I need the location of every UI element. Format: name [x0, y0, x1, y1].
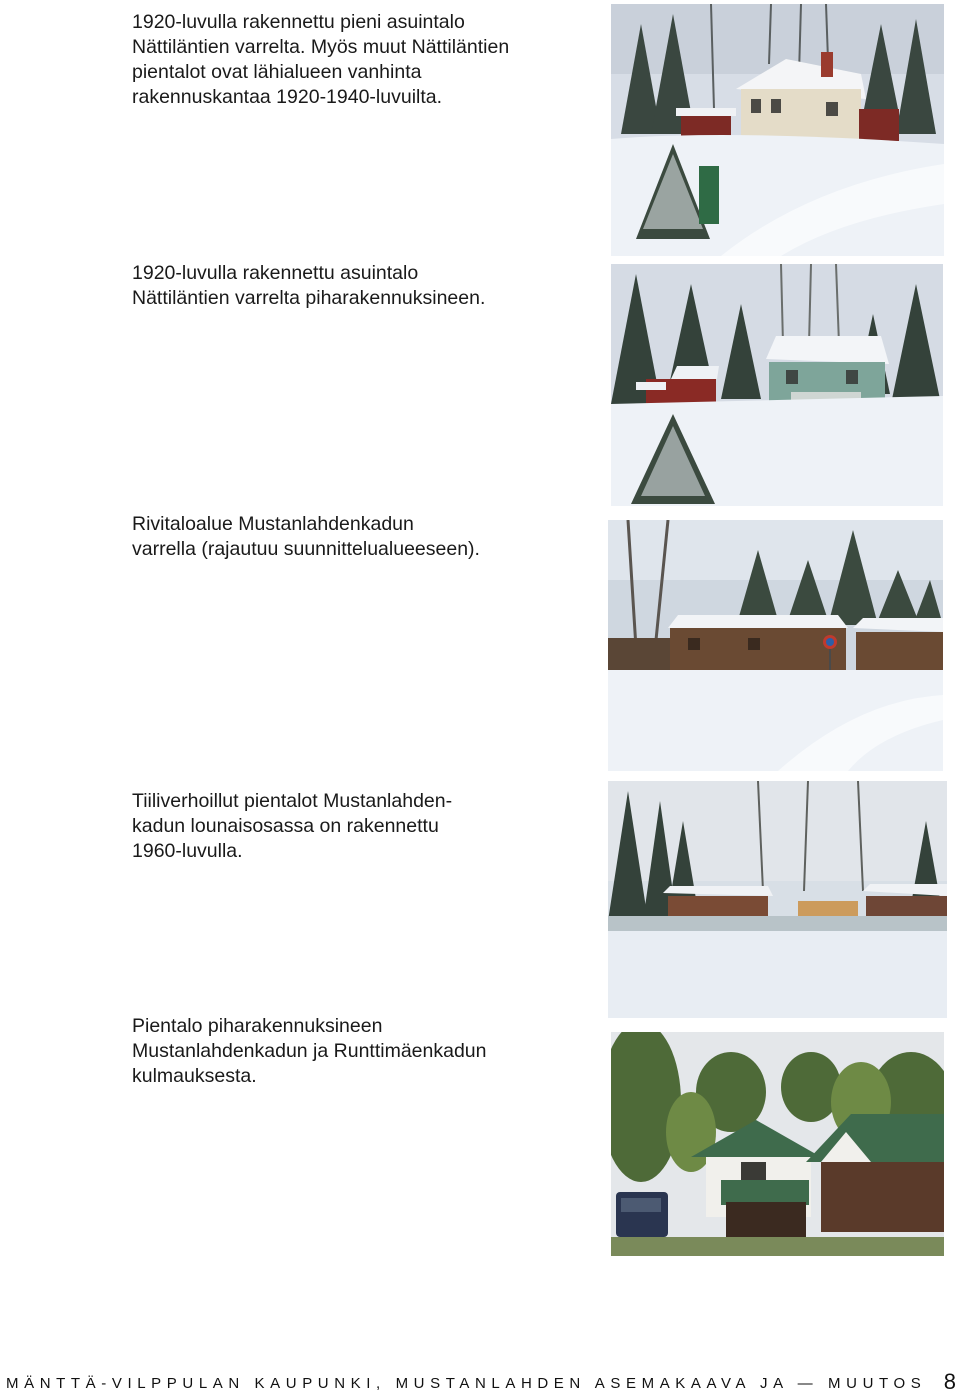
caption-4-line: kadun lounaisosassa on rakennettu [132, 815, 439, 837]
photo-small-house-winter [611, 4, 944, 256]
caption-4 [132, 789, 572, 864]
caption-1-line: 1920-luvulla rakennettu pieni asuintalo [132, 11, 465, 33]
caption-5-line: Pientalo piharakennuksineen [132, 1015, 383, 1037]
footer-title: MÄNTTÄ-VILPPULAN KAUPUNKI, MUSTANLAHDEN ASEMAKAAVA JA — MUUTOS [6, 1375, 927, 1392]
photo-row-houses [608, 520, 943, 771]
caption-2 [132, 261, 572, 311]
caption-1-line: Nättiläntien varrelta. Myös muut Nättiläntien [132, 36, 510, 58]
photo-brick-houses [608, 781, 947, 1018]
caption-1 [132, 10, 572, 110]
caption-3-line: Rivitaloalue Mustanlahdenkadun [132, 513, 414, 535]
caption-2-line: 1920-luvulla rakennettu asuintalo [132, 262, 419, 284]
caption-1-line: rakennuskantaa 1920-1940-luvuilta. [132, 86, 443, 108]
caption-5 [132, 1014, 572, 1089]
caption-5-line: kulmauksesta. [132, 1065, 257, 1087]
caption-1-line: pientalot ovat lähialueen vanhinta [132, 61, 422, 83]
photo-house-with-outbuildings [611, 264, 943, 506]
caption-4-line: Tiiliverhoillut pientalot Mustanlahden- [132, 790, 453, 812]
photo-house-green-roofs [611, 1032, 944, 1256]
caption-2-line: Nättiläntien varrelta piharakennuksineen. [132, 287, 486, 309]
caption-5-line: Mustanlahdenkadun ja Runttimäenkadun [132, 1040, 487, 1062]
caption-4-line: 1960-luvulla. [132, 840, 243, 862]
caption-3-line: varrella (rajautuu suunnittelualueeseen). [132, 538, 480, 560]
caption-3 [132, 512, 572, 562]
page-footer [0, 1369, 960, 1395]
page-number: 8 [943, 1369, 956, 1394]
